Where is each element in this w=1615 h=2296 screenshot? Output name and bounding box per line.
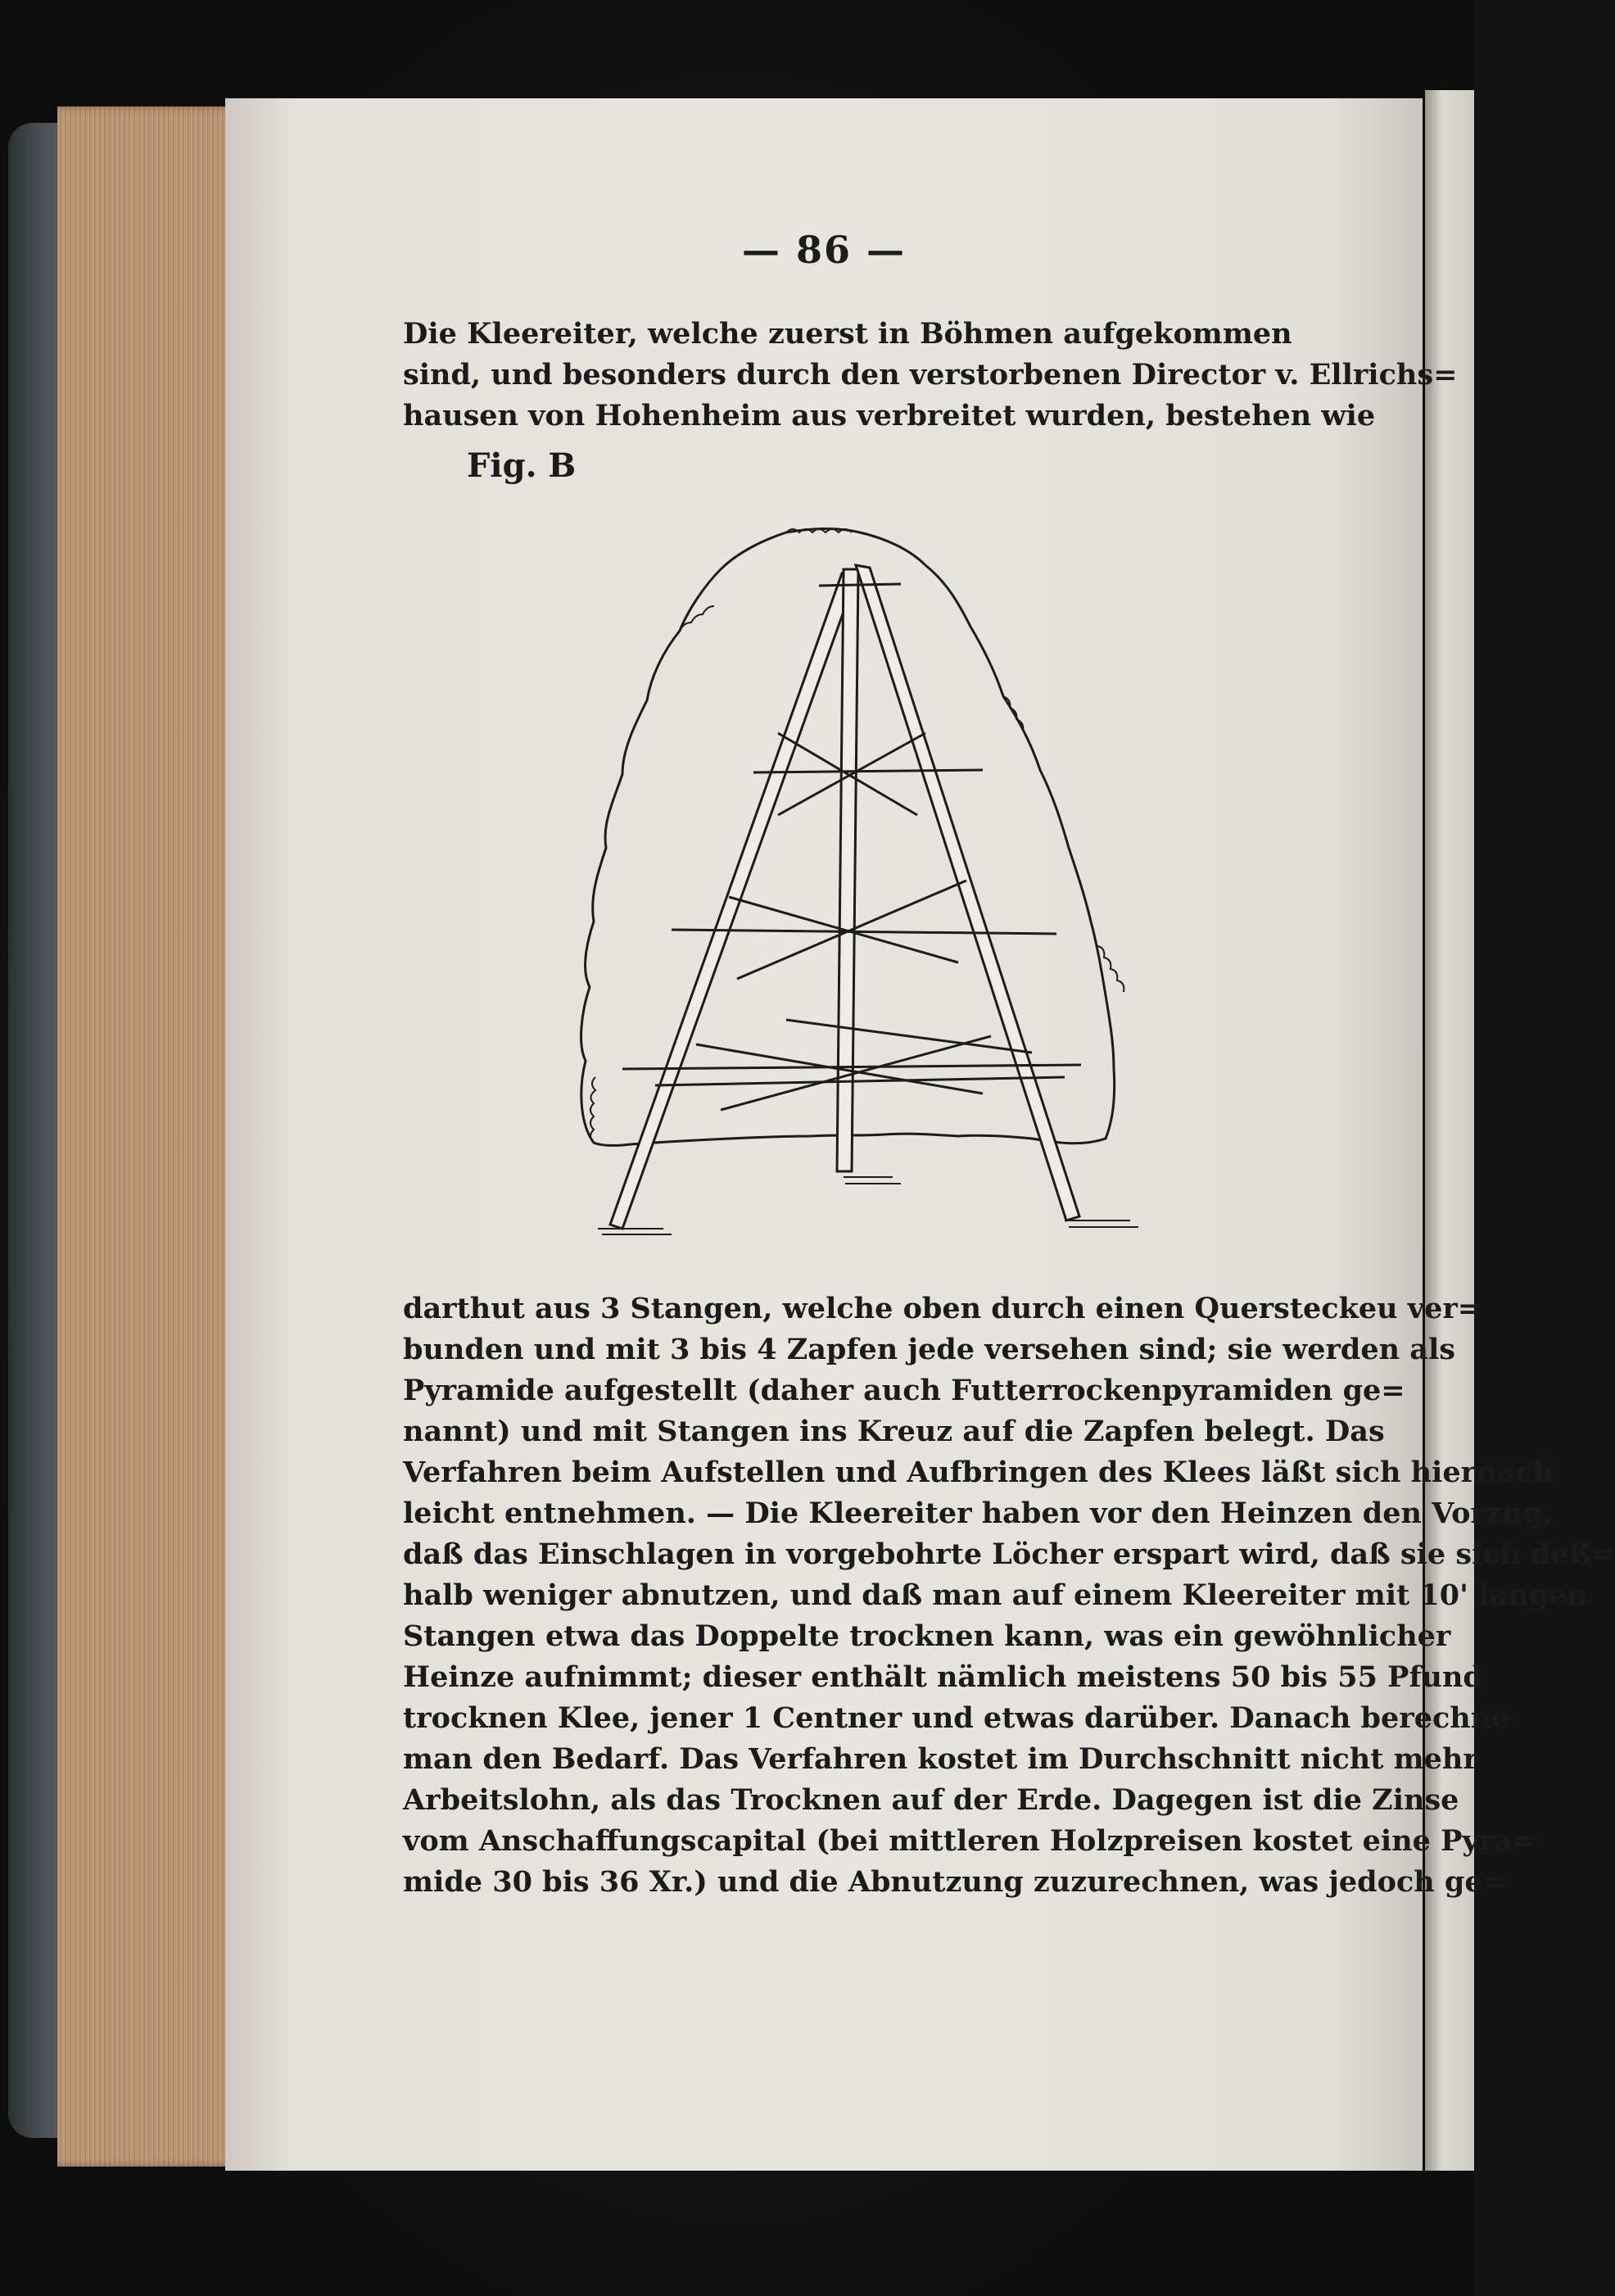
intro-line-1-text: Die Kleereiter, welche zuerst in Böhmen aufgekommen — [403, 317, 1292, 351]
body-line-15 — [403, 1865, 1507, 1899]
body-line-6 — [403, 1497, 1553, 1530]
body-line-9-text: Stangen etwa das Doppelte trocknen kann, was ein gewöhnlicher — [403, 1619, 1451, 1653]
figure-label: Fig. B — [467, 446, 577, 485]
body-line-6-text: leicht entnehmen. — Die Kleereiter haben vor den Heinzen den Vorzug, — [403, 1497, 1553, 1530]
body-line-7-text: daß das Einschlagen in vorgebohrte Löcher erspart wird, daß sie sich deß= — [403, 1537, 1615, 1571]
body-line-8 — [403, 1578, 1588, 1612]
intro-line-2 — [403, 358, 1458, 392]
body-line-12 — [403, 1742, 1478, 1776]
kleereiter-illustration — [573, 487, 1147, 1233]
intro-line-1 — [403, 317, 1292, 351]
intro-line-3-text: hausen von Hohenheim aus verbreitet wurden, bestehen wie — [403, 399, 1376, 432]
body-line-5-text: Verfahren beim Aufstellen und Aufbringen des Klees läßt sich hiernach — [403, 1456, 1554, 1489]
facing-page-edge — [1425, 90, 1474, 2171]
body-line-7 — [403, 1537, 1615, 1571]
pole-left — [610, 573, 856, 1229]
pole-right — [856, 565, 1079, 1220]
body-line-3-text: Pyramide aufgestellt (daher auch Futterrockenpyramiden ge= — [403, 1374, 1405, 1407]
body-line-1-text: darthut aus 3 Stangen, welche oben durch einen Quersteckeu ver= — [403, 1292, 1482, 1325]
body-line-2 — [403, 1333, 1455, 1366]
intro-line-2-text: sind, und besonders durch den verstorbenen Director v. Ellrichs= — [403, 358, 1458, 392]
body-line-15-text: mide 30 bis 36 Xr.) und die Abnutzung zuzurechnen, was jedoch ge= — [403, 1865, 1507, 1899]
body-line-11-text: trocknen Klee, jener 1 Centner und etwas darüber. Danach berechne — [403, 1701, 1510, 1735]
body-line-5 — [403, 1456, 1554, 1489]
body-line-9 — [403, 1619, 1451, 1653]
page-number: — 86 — — [741, 228, 907, 272]
body-line-14 — [403, 1824, 1537, 1858]
body-line-2-text: bunden und mit 3 bis 4 Zapfen jede versehen sind; sie werden als — [403, 1333, 1455, 1366]
body-line-4-text: nannt) und mit Stangen ins Kreuz auf die Zapfen belegt. Das — [403, 1415, 1385, 1448]
body-line-3 — [403, 1374, 1405, 1407]
body-line-10 — [403, 1660, 1483, 1694]
body-line-12-text: man den Bedarf. Das Verfahren kostet im Durchschnitt nicht mehr — [403, 1742, 1478, 1776]
intro-line-3 — [403, 399, 1376, 432]
page-edges — [57, 106, 242, 2167]
body-line-8-text: halb weniger abnutzen, und daß man auf einem Kleereiter mit 10' langen — [403, 1578, 1588, 1612]
body-line-14-text: vom Anschaffungscapital (bei mittleren Holzpreisen kostet eine Pyra= — [403, 1824, 1537, 1858]
body-line-4 — [403, 1415, 1385, 1448]
body-line-13-text: Arbeitslohn, als das Trocknen auf der Erde. Dagegen ist die Zinse — [403, 1783, 1459, 1817]
body-line-13 — [403, 1783, 1459, 1817]
body-line-1 — [403, 1292, 1482, 1325]
body-line-11 — [403, 1701, 1510, 1735]
body-line-10-text: Heinze aufnimmt; dieser enthält nämlich meistens 50 bis 55 Pfund — [403, 1660, 1483, 1694]
